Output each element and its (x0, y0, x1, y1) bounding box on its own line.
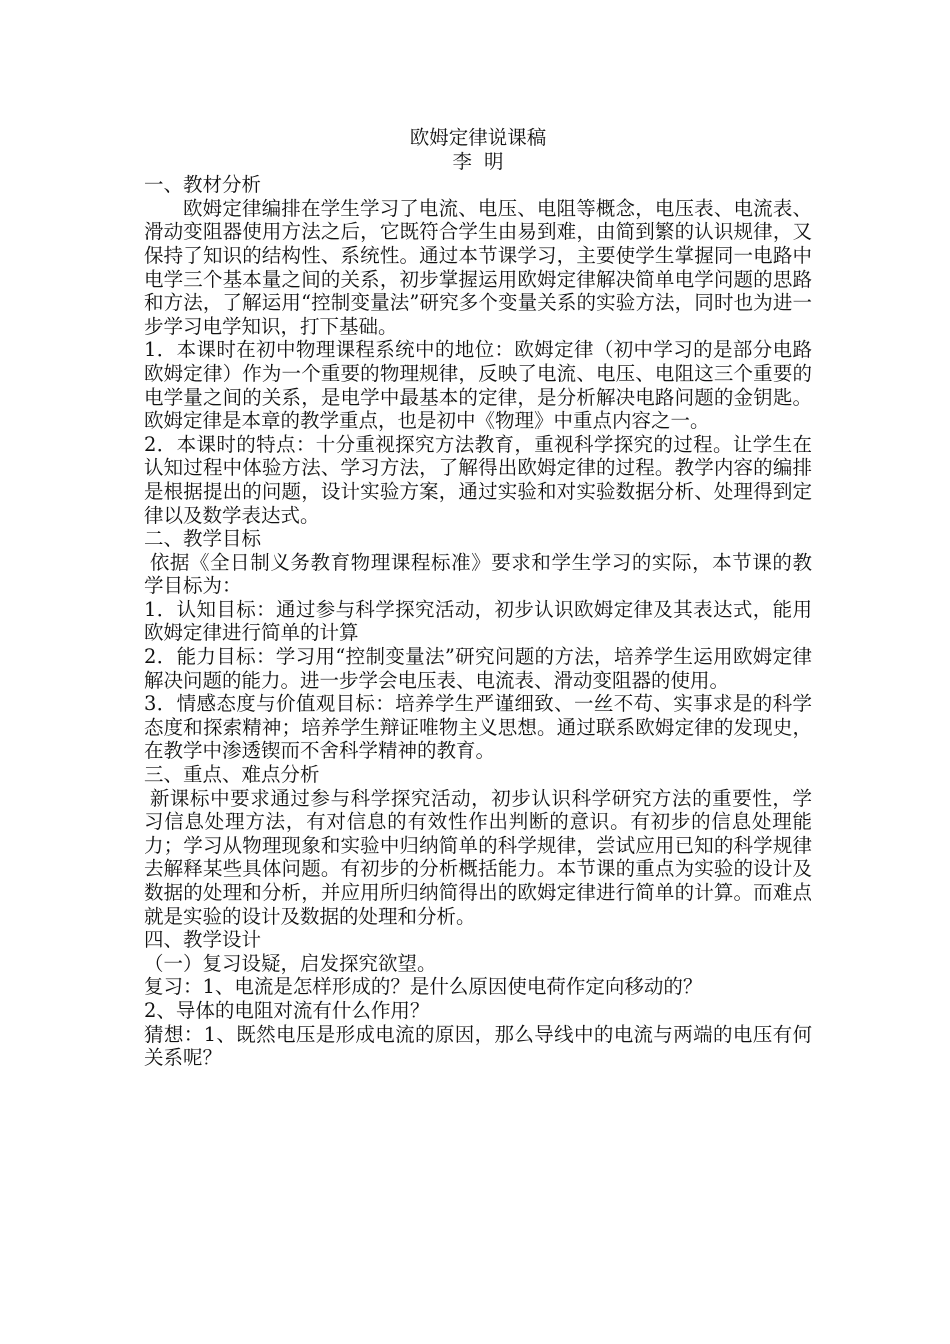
paragraph-emotion-goal: 3．情感态度与价值观目标：培养学生严谨细致、一丝不苟、实事求是的科学态度和探索精神；培养学生辩证唯物主义思想。通过联系欧姆定律的发现史，在教学中渗透锲而不舍科学精神的教育。 (144, 692, 812, 763)
paragraph-review-intro: （一）复习设疑，启发探究欲望。 (144, 951, 437, 975)
section-heading-textbook-analysis: 一、教材分析 (144, 173, 262, 197)
paragraph-textbook-intro: 欧姆定律编排在学生学习了电流、电压、电阻等概念，电压表、电流表、滑动变阻器使用方法之后，它既符合学生由易到难，由简到繁的认识规律，又保持了知识的结构性、系统性。通过本节课学习，主要使学生掌握同一电路中电学三个基本量之间的关系，初步掌握运用欧姆定律解决简单电学问题的思路和方法，了解运用“控制变量法”研究多个变量关系的实验方法，同时也为进一步学习电学知识，打下基础。 (144, 196, 812, 338)
document-title: 欧姆定律说课稿 (409, 126, 547, 149)
paragraph-ability-goal: 2．能力目标：学习用“控制变量法”研究问题的方法，培养学生运用欧姆定律解决问题的能力。进一步学会电压表、电流表、滑动变阻器的使用。 (144, 645, 812, 692)
section-heading-teaching-goals: 二、教学目标 (144, 527, 262, 551)
section-heading-key-difficult-points: 三、重点、难点分析 (144, 763, 320, 787)
paragraph-status-in-curriculum: 1．本课时在初中物理课程系统中的地位：欧姆定律（初中学习的是部分电路欧姆定律）作为一个重要的物理规律，反映了电流、电压、电阻这三个重要的电学量之间的关系，是电学中最基本的定律，是分析解决电路问题的金钥匙。欧姆定律是本章的教学重点，也是初中《物理》中重点内容之一。 (144, 338, 812, 433)
paragraph-review-question-2: 2、导体的电阻对流有什么作用？ (144, 998, 430, 1022)
paragraph-lesson-features: 2．本课时的特点：十分重视探究方法教育，重视科学探究的过程。让学生在认知过程中体验方法、学习方法，了解得出欧姆定律的过程。教学内容的编排是根据提出的问题，设计实验方案，通过实验和对实验数据分析、处理得到定律以及数学表达式。 (144, 432, 812, 527)
paragraph-key-points: 新课标中要求通过参与科学探究活动，初步认识科学研究方法的重要性，学习信息处理方法，有对信息的有效性作出判断的意识。有初步的信息处理能力；学习从物理现象和实验中归纳简单的科学规律，尝试应用已知的科学规律去解释某些具体问题。有初步的分析概括能力。本节课的重点为实验的设计及数据的处理和分析，并应用所归纳简得出的欧姆定律进行简单的计算。而难点就是实验的设计及数据的处理和分析。 (144, 786, 812, 928)
section-heading-teaching-design: 四、教学设计 (144, 928, 262, 952)
paragraph-review-question-1: 复习：1、电流是怎样形成的？是什么原因使电荷作定向移动的？ (144, 975, 703, 999)
paragraph-cognitive-goal: 1．认知目标：通过参与科学探究活动，初步认识欧姆定律及其表达式，能用欧姆定律进行简单的计算 (144, 597, 812, 645)
document-author: 李明 (452, 149, 516, 173)
paragraph-conjecture: 猜想：1、既然电压是形成电流的原因，那么导线中的电流与两端的电压有何关系呢？ (144, 1022, 812, 1070)
paragraph-goals-intro: 依据《全日制义务教育物理课程标准》要求和学生学习的实际，本节课的教学目标为： (144, 550, 812, 598)
document-body (144, 126, 812, 1070)
